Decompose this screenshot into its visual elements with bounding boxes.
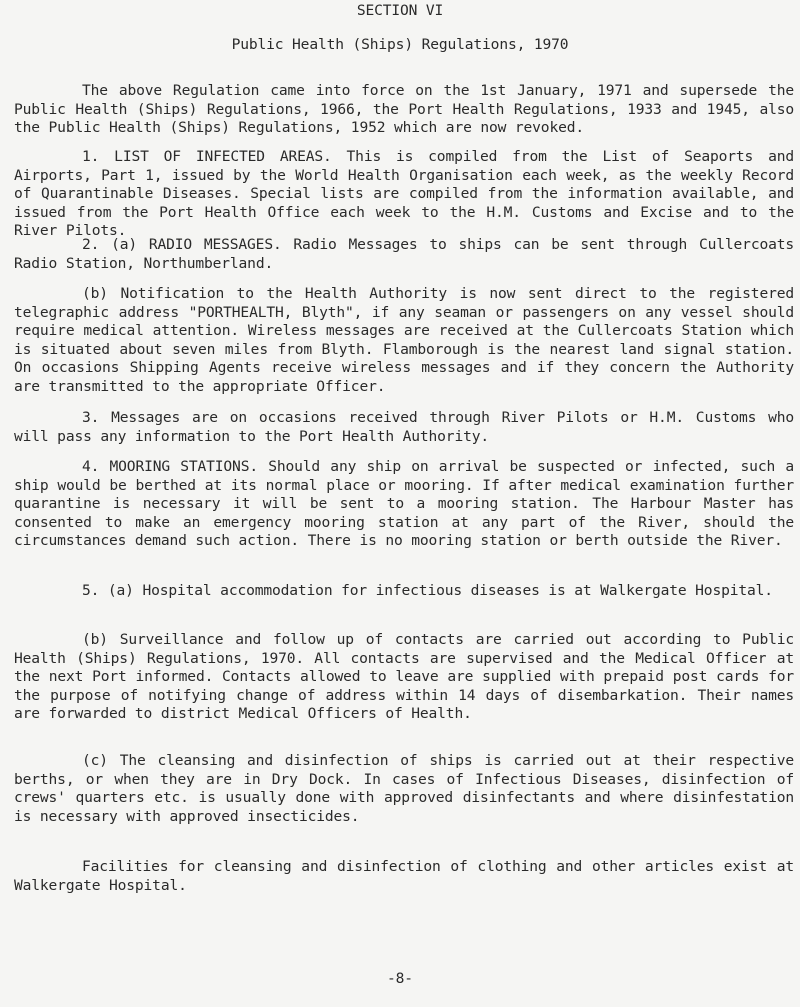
paragraph-notification: (b) Notification to the Health Authority is now sent direct to the registered telegraphic address "PORTHEALTH, Blyth", if any seaman or passengers on any vessel should require medical attention. Wireless messages are received at the Cullercoats Station which is situated about seven miles from Blyth. Flamborough is the nearest land signal station. On occasions Shipping Agents receive wireless messages and if they concern the Authority are transmitted to the appropriate Officer.: [14, 285, 794, 395]
paragraph-facilities: Facilities for cleansing and disinfection of clothing and other articles exist at Walkergate Hospital.: [14, 858, 794, 894]
intro-paragraph: The above Regulation came into force on the 1st January, 1971 and supersede the Public Health (Ships) Regulations, 1966, the Port Health Regulations, 1933 and 1945, also the Public Health (Ships) Regulations, 1952 which are now revoked.: [14, 82, 794, 137]
document-title: Public Health (Ships) Regulations, 1970: [231, 36, 569, 53]
paragraph-mooring-stations: 4. MOORING STATIONS. Should any ship on arrival be suspected or infected, such a ship would be berthed at its normal place or mooring. If after medical examination further quarantine is necessary it will be sent to a mooring station. The Harbour Master has consented to make an emergency mooring station at any part of the River, should the circumstances demand such action. There is no mooring station or berth outside the River.: [14, 458, 794, 550]
paragraph-cleansing: (c) The cleansing and disinfection of ships is carried out at their respective berths, or when they are in Dry Dock. In cases of Infectious Diseases, disinfection of crews' quarters etc. is usually done with approved disinfectants and where disinfestation is necessary with approved insecticides.: [14, 752, 794, 825]
paragraph-surveillance: (b) Surveillance and follow up of contacts are carried out according to Public Health (Ships) Regulations, 1970. All contacts are supervised and the Medical Officer at the next Port informed. Contacts allowed to leave are supplied with prepaid post cards for the purpose of notifying change of address within 14 days of disembarkation. Their names are forwarded to district Medical Officers of Health.: [14, 631, 794, 723]
page-number: -8-: [387, 970, 413, 987]
paragraph-infected-areas: 1. LIST OF INFECTED AREAS. This is compiled from the List of Seaports and Airports, Part 1, issued by the World Health Organisation each week, as the weekly Record of Quarantinable Diseases. Special lists are compiled from the information available, and issued from the Port Health Office each week to the H.M. Customs and Excise and to the River Pilots.: [14, 148, 794, 240]
paragraph-radio-messages: 2. (a) RADIO MESSAGES. Radio Messages to ships can be sent through Cullercoats Radio Station, Northumberland.: [14, 236, 794, 272]
section-heading: SECTION VI: [356, 2, 444, 19]
paragraph-messages: 3. Messages are on occasions received through River Pilots or H.M. Customs who will pass any information to the Port Health Authority.: [14, 409, 794, 445]
paragraph-hospital-accommodation: 5. (a) Hospital accommodation for infectious diseases is at Walkergate Hospital.: [82, 582, 773, 599]
